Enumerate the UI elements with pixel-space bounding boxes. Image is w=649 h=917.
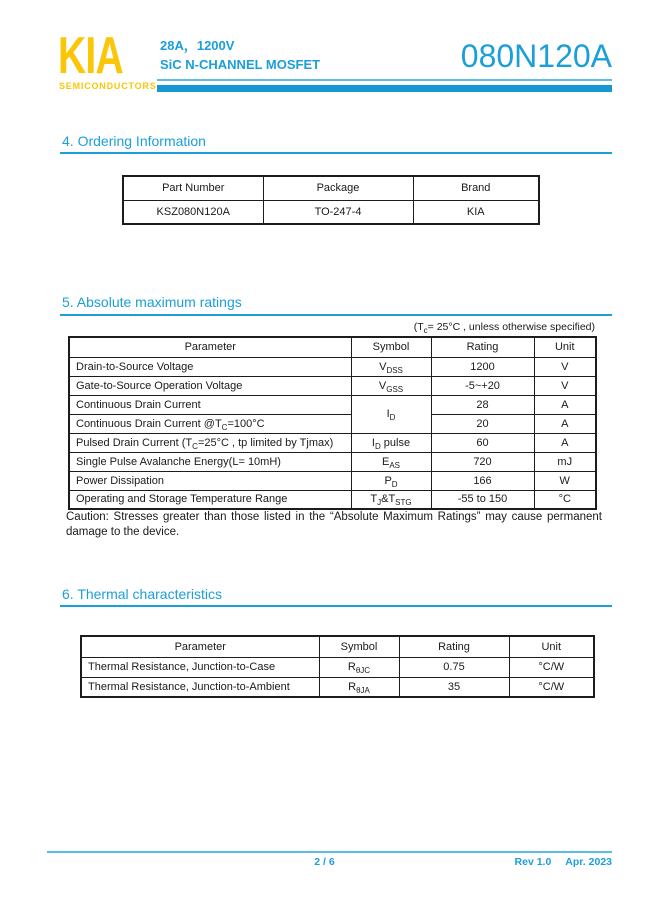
table-cell: Single Pulse Avalanche Energy(L= 10mH) bbox=[69, 452, 351, 471]
table-row bbox=[69, 433, 596, 452]
table-row bbox=[69, 357, 596, 376]
section-title-abs-max: 5. Absolute maximum ratings bbox=[62, 294, 242, 310]
table-cell: -55 to 150 bbox=[431, 490, 534, 509]
table-cell: Parameter bbox=[69, 337, 351, 357]
kia-logo: KIA bbox=[58, 27, 123, 85]
kia-logo-subtext: SEMICONDUCTORS bbox=[59, 81, 157, 91]
table-cell: Pulsed Drain Current ($T_C=25^\circ C$ , tp limited by Tjmax) bbox=[69, 433, 351, 452]
header-rating-line: 28A，1200V bbox=[160, 38, 235, 53]
abs-max-condition-note: ($T_c= 25^\circ C$ , unless otherwise specified) bbox=[413, 321, 595, 336]
revision-info bbox=[515, 856, 612, 868]
table-cell: Symbol bbox=[351, 337, 431, 357]
thermal-table bbox=[80, 635, 595, 698]
table-cell: $T_J\&T_{STG}$ bbox=[351, 490, 431, 509]
table-cell: Rating bbox=[399, 636, 509, 657]
table-row bbox=[123, 200, 539, 224]
table-cell: KIA bbox=[413, 200, 539, 224]
table-cell: Continuous Drain Current $@T_C=100^\circ C$ bbox=[69, 414, 351, 433]
table-cell: 35 bbox=[399, 677, 509, 697]
section-title-thermal: 6. Thermal characteristics bbox=[62, 586, 223, 602]
table-cell: $V_{DSS}$ bbox=[351, 357, 431, 376]
table-cell: Part Number bbox=[123, 176, 263, 200]
table-cell: 1200 bbox=[431, 357, 534, 376]
table-cell: $P_D$ bbox=[351, 471, 431, 490]
table-cell: 166 bbox=[431, 471, 534, 490]
table-row bbox=[69, 414, 596, 433]
table-cell: 0.75 bbox=[399, 657, 509, 677]
table-cell: $E_{AS}$ bbox=[351, 452, 431, 471]
table-cell: Operating and Storage Temperature Range bbox=[69, 490, 351, 509]
table-cell: Unit bbox=[509, 636, 594, 657]
table-cell: Continuous Drain Current bbox=[69, 395, 351, 414]
table-cell: -5~+20 bbox=[431, 376, 534, 395]
table-cell: °C/W bbox=[509, 657, 594, 677]
table-row bbox=[69, 490, 596, 509]
table-cell: $R_{\theta JC}$ bbox=[319, 657, 399, 677]
table-cell: $I_D$ bbox=[351, 395, 431, 433]
header-part-number: 080N120A bbox=[460, 38, 612, 74]
page-number: 2 / 6 bbox=[314, 856, 335, 868]
table-row bbox=[69, 395, 596, 414]
table-cell: Gate-to-Source Operation Voltage bbox=[69, 376, 351, 395]
abs-max-table bbox=[68, 336, 597, 510]
table-cell: 720 bbox=[431, 452, 534, 471]
section-rule-thermal bbox=[60, 605, 612, 607]
table-cell: Drain-to-Source Voltage bbox=[69, 357, 351, 376]
table-cell: A bbox=[534, 433, 596, 452]
table-cell: 60 bbox=[431, 433, 534, 452]
table-cell: KSZ080N120A bbox=[123, 200, 263, 224]
caution-note: Caution: Stresses greater than those listed in the “Absolute Maximum Ratings” may cause permanent damage to the device. bbox=[66, 511, 602, 538]
table-cell: Power Dissipation bbox=[69, 471, 351, 490]
table-cell: 20 bbox=[431, 414, 534, 433]
table-cell: Unit bbox=[534, 337, 596, 357]
table-cell: $R_{\theta JA}$ bbox=[319, 677, 399, 697]
section-rule-ordering bbox=[60, 152, 612, 154]
header-type-line: SiC N-CHANNEL MOSFET bbox=[160, 57, 321, 72]
table-cell: Thermal Resistance, Junction-to-Ambient bbox=[81, 677, 319, 697]
table-cell: °C/W bbox=[509, 677, 594, 697]
table-row bbox=[81, 657, 594, 677]
ordering-table bbox=[122, 175, 540, 225]
table-cell: W bbox=[534, 471, 596, 490]
table-header-row bbox=[81, 636, 594, 657]
section-rule-abs-max bbox=[60, 314, 612, 316]
table-cell: Parameter bbox=[81, 636, 319, 657]
table-cell: mJ bbox=[534, 452, 596, 471]
table-cell: $V_{GSS}$ bbox=[351, 376, 431, 395]
table-cell: TO-247-4 bbox=[263, 200, 413, 224]
header-rule-thick bbox=[157, 85, 612, 92]
table-row bbox=[69, 452, 596, 471]
table-cell: V bbox=[534, 376, 596, 395]
table-cell: Symbol bbox=[319, 636, 399, 657]
table-row bbox=[81, 677, 594, 697]
table-cell: A bbox=[534, 395, 596, 414]
table-cell: 28 bbox=[431, 395, 534, 414]
footer-rule bbox=[47, 851, 612, 853]
table-cell: Package bbox=[263, 176, 413, 200]
table-cell: °C bbox=[534, 490, 596, 509]
table-header-row bbox=[123, 176, 539, 200]
table-cell: V bbox=[534, 357, 596, 376]
revision-label: Rev 1.0 bbox=[514, 856, 552, 868]
table-cell: Thermal Resistance, Junction-to-Case bbox=[81, 657, 319, 677]
table-cell: A bbox=[534, 414, 596, 433]
revision-date: Apr. 2023 bbox=[565, 856, 612, 868]
table-row bbox=[69, 471, 596, 490]
table-header-row bbox=[69, 337, 596, 357]
table-cell: Rating bbox=[431, 337, 534, 357]
table-row bbox=[69, 376, 596, 395]
header-rule-thin bbox=[157, 79, 612, 81]
table-cell: Brand bbox=[413, 176, 539, 200]
section-title-ordering: 4. Ordering Information bbox=[62, 133, 206, 149]
table-cell: $I_D$ pulse bbox=[351, 433, 431, 452]
header-device-summary bbox=[160, 36, 320, 74]
